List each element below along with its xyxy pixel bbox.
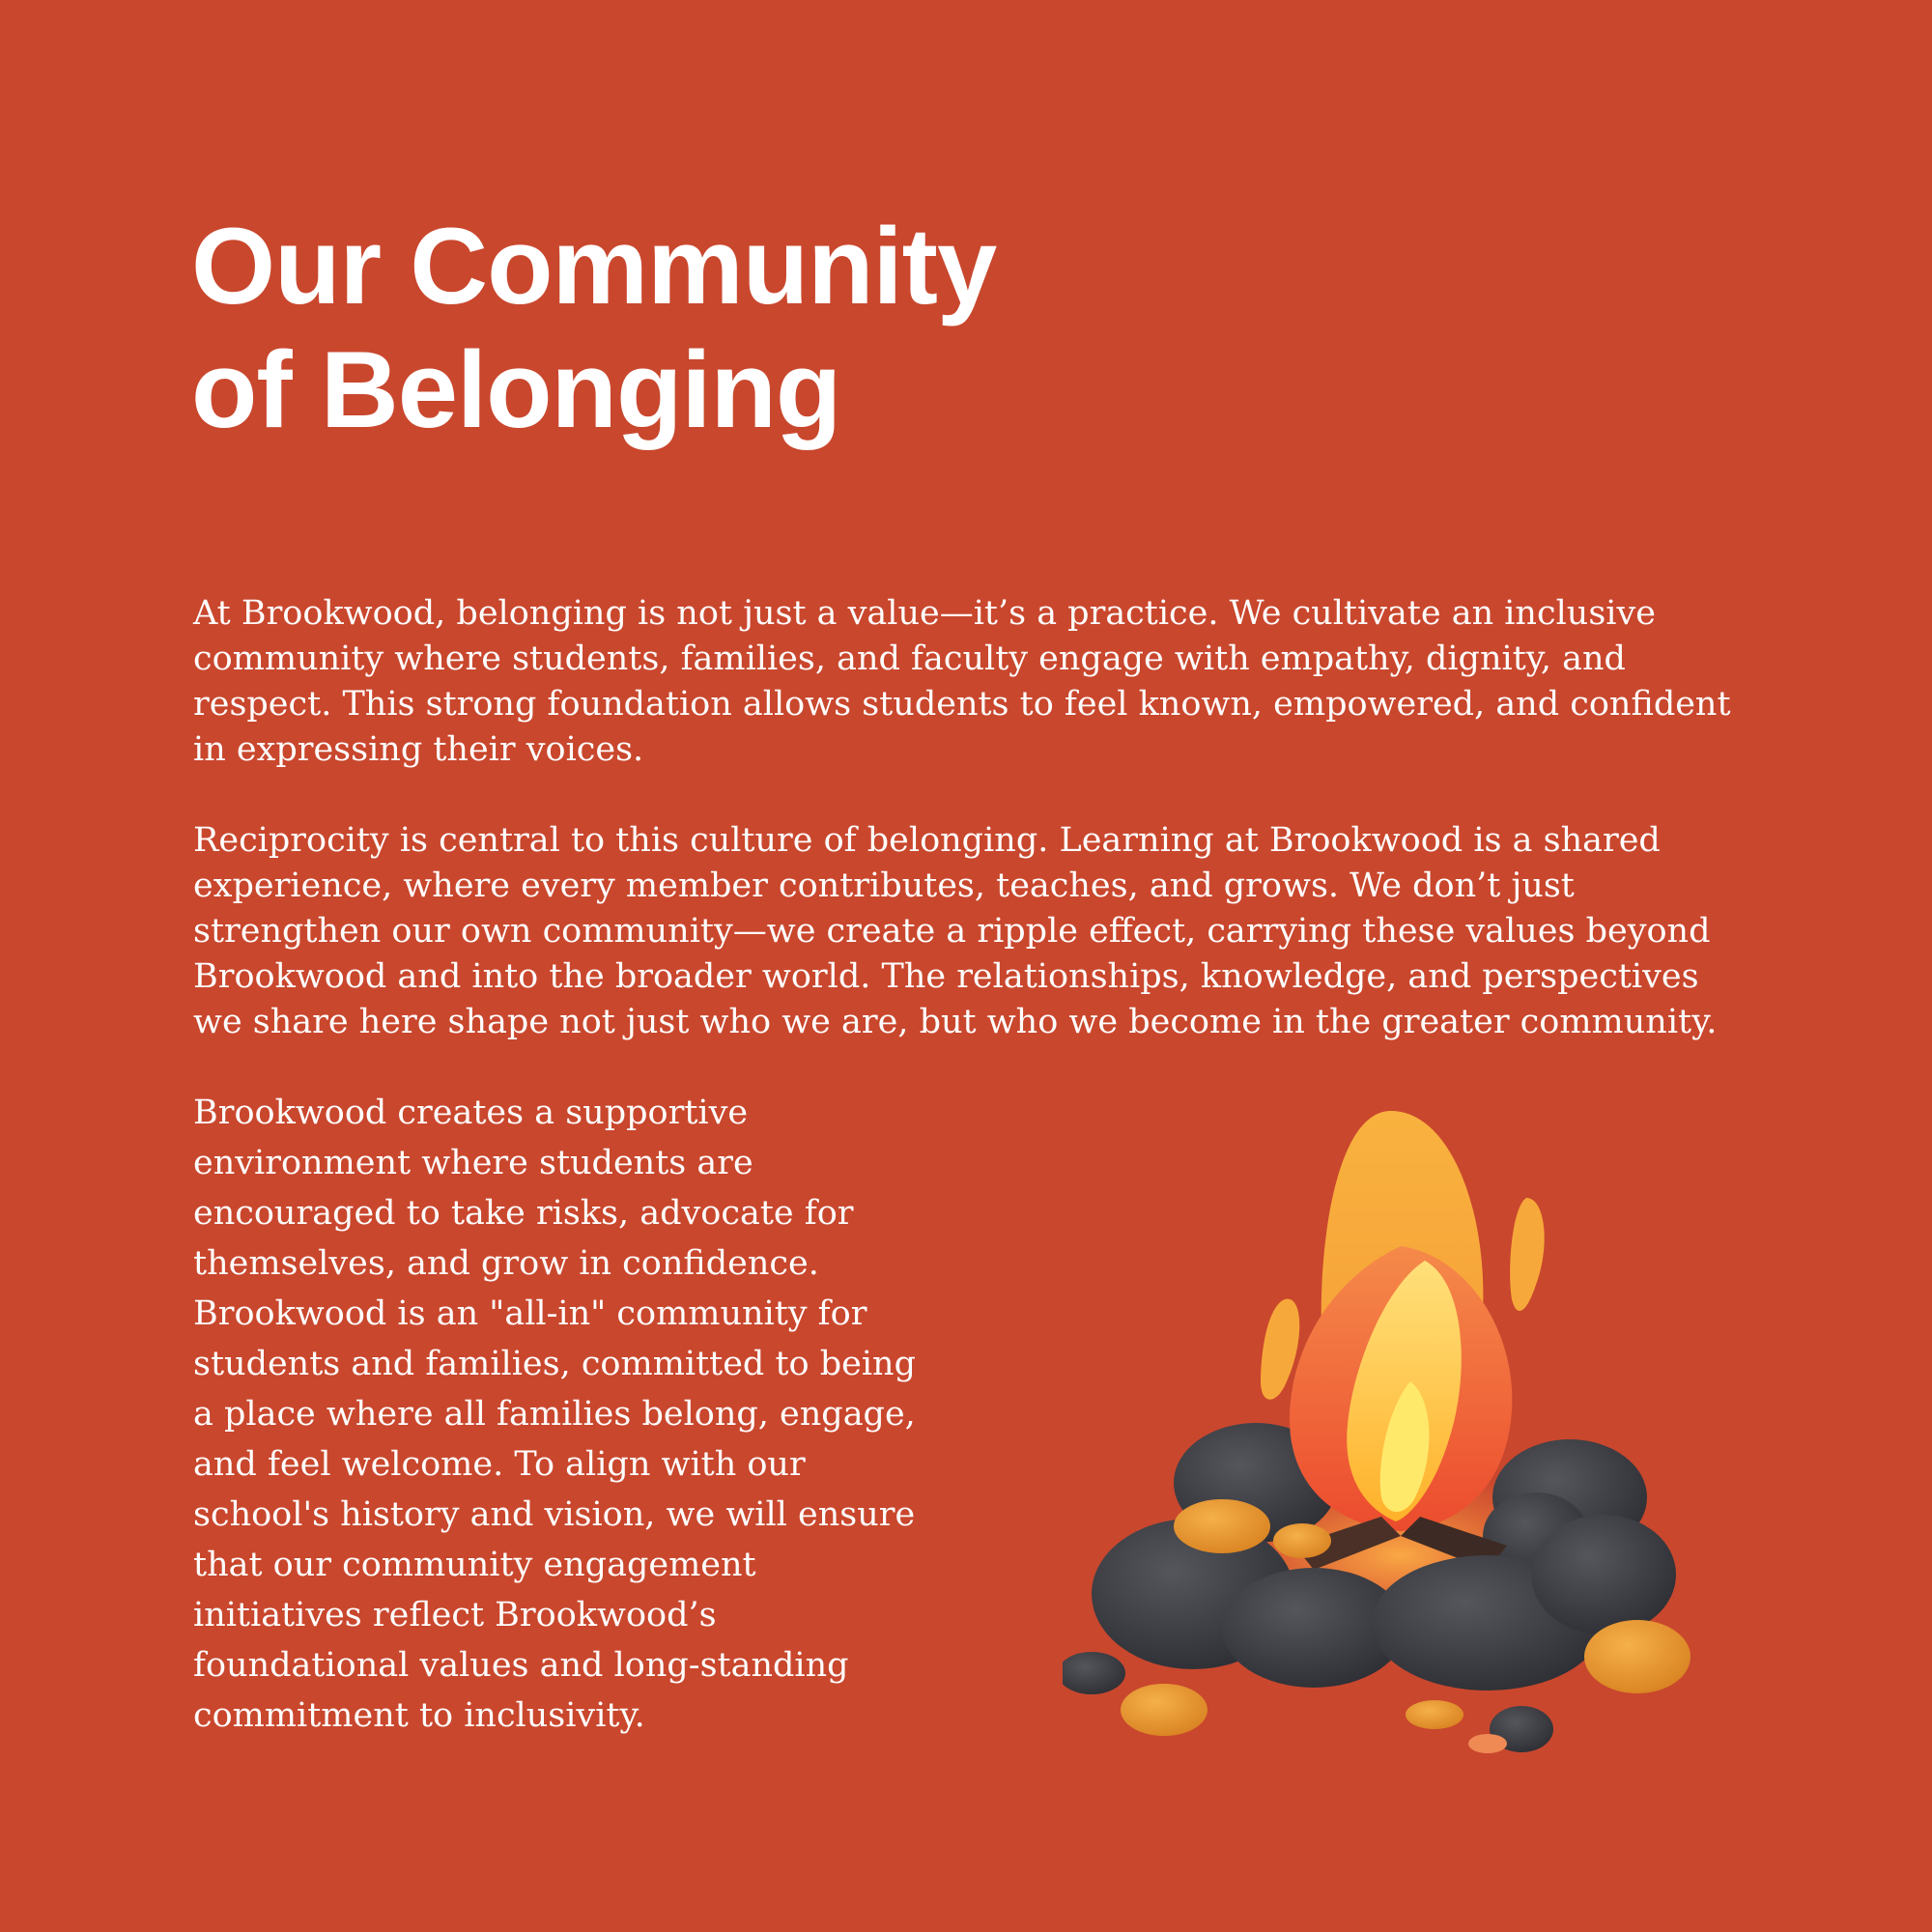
title-line-1: Our Community — [191, 206, 997, 327]
paragraph-belonging-practice: At Brookwood, belonging is not just a value—it’s a practice. We cultivate an inclusive community where students, families, and faculty engage with empathy, dignity, and respect. This strong foundation allows students to feel known, empowered, and confident in expressing their voices. — [193, 594, 1731, 769]
page-title — [191, 205, 996, 452]
campfire-icon — [1063, 1092, 1739, 1768]
paragraph-supportive-environment: Brookwood creates a supportive environment where students are encouraged to take risks, advocate for themselves, and grow in confidence. Brookwood is an "all-in" community for students and families, committed to being a place where all families belong, engage, and feel welcome. To align with our school's history and vision, we will ensure that our community engagement initiatives reflect Brookwood’s foundational values and long-standing commitment to inclusivity. — [193, 1094, 916, 1735]
paragraph-reciprocity: Reciprocity is central to this culture of belonging. Learning at Brookwood is a shared experience, where every member contributes, teaches, and grows. We don’t just strengthen our own community—we create a ripple effect, carrying these values beyond Brookwood and into the broader world. The relationships, knowledge, and perspectives we share here shape not just who we are, but who we become in the greater community. — [193, 821, 1718, 1041]
title-line-2: of Belonging — [191, 329, 841, 450]
